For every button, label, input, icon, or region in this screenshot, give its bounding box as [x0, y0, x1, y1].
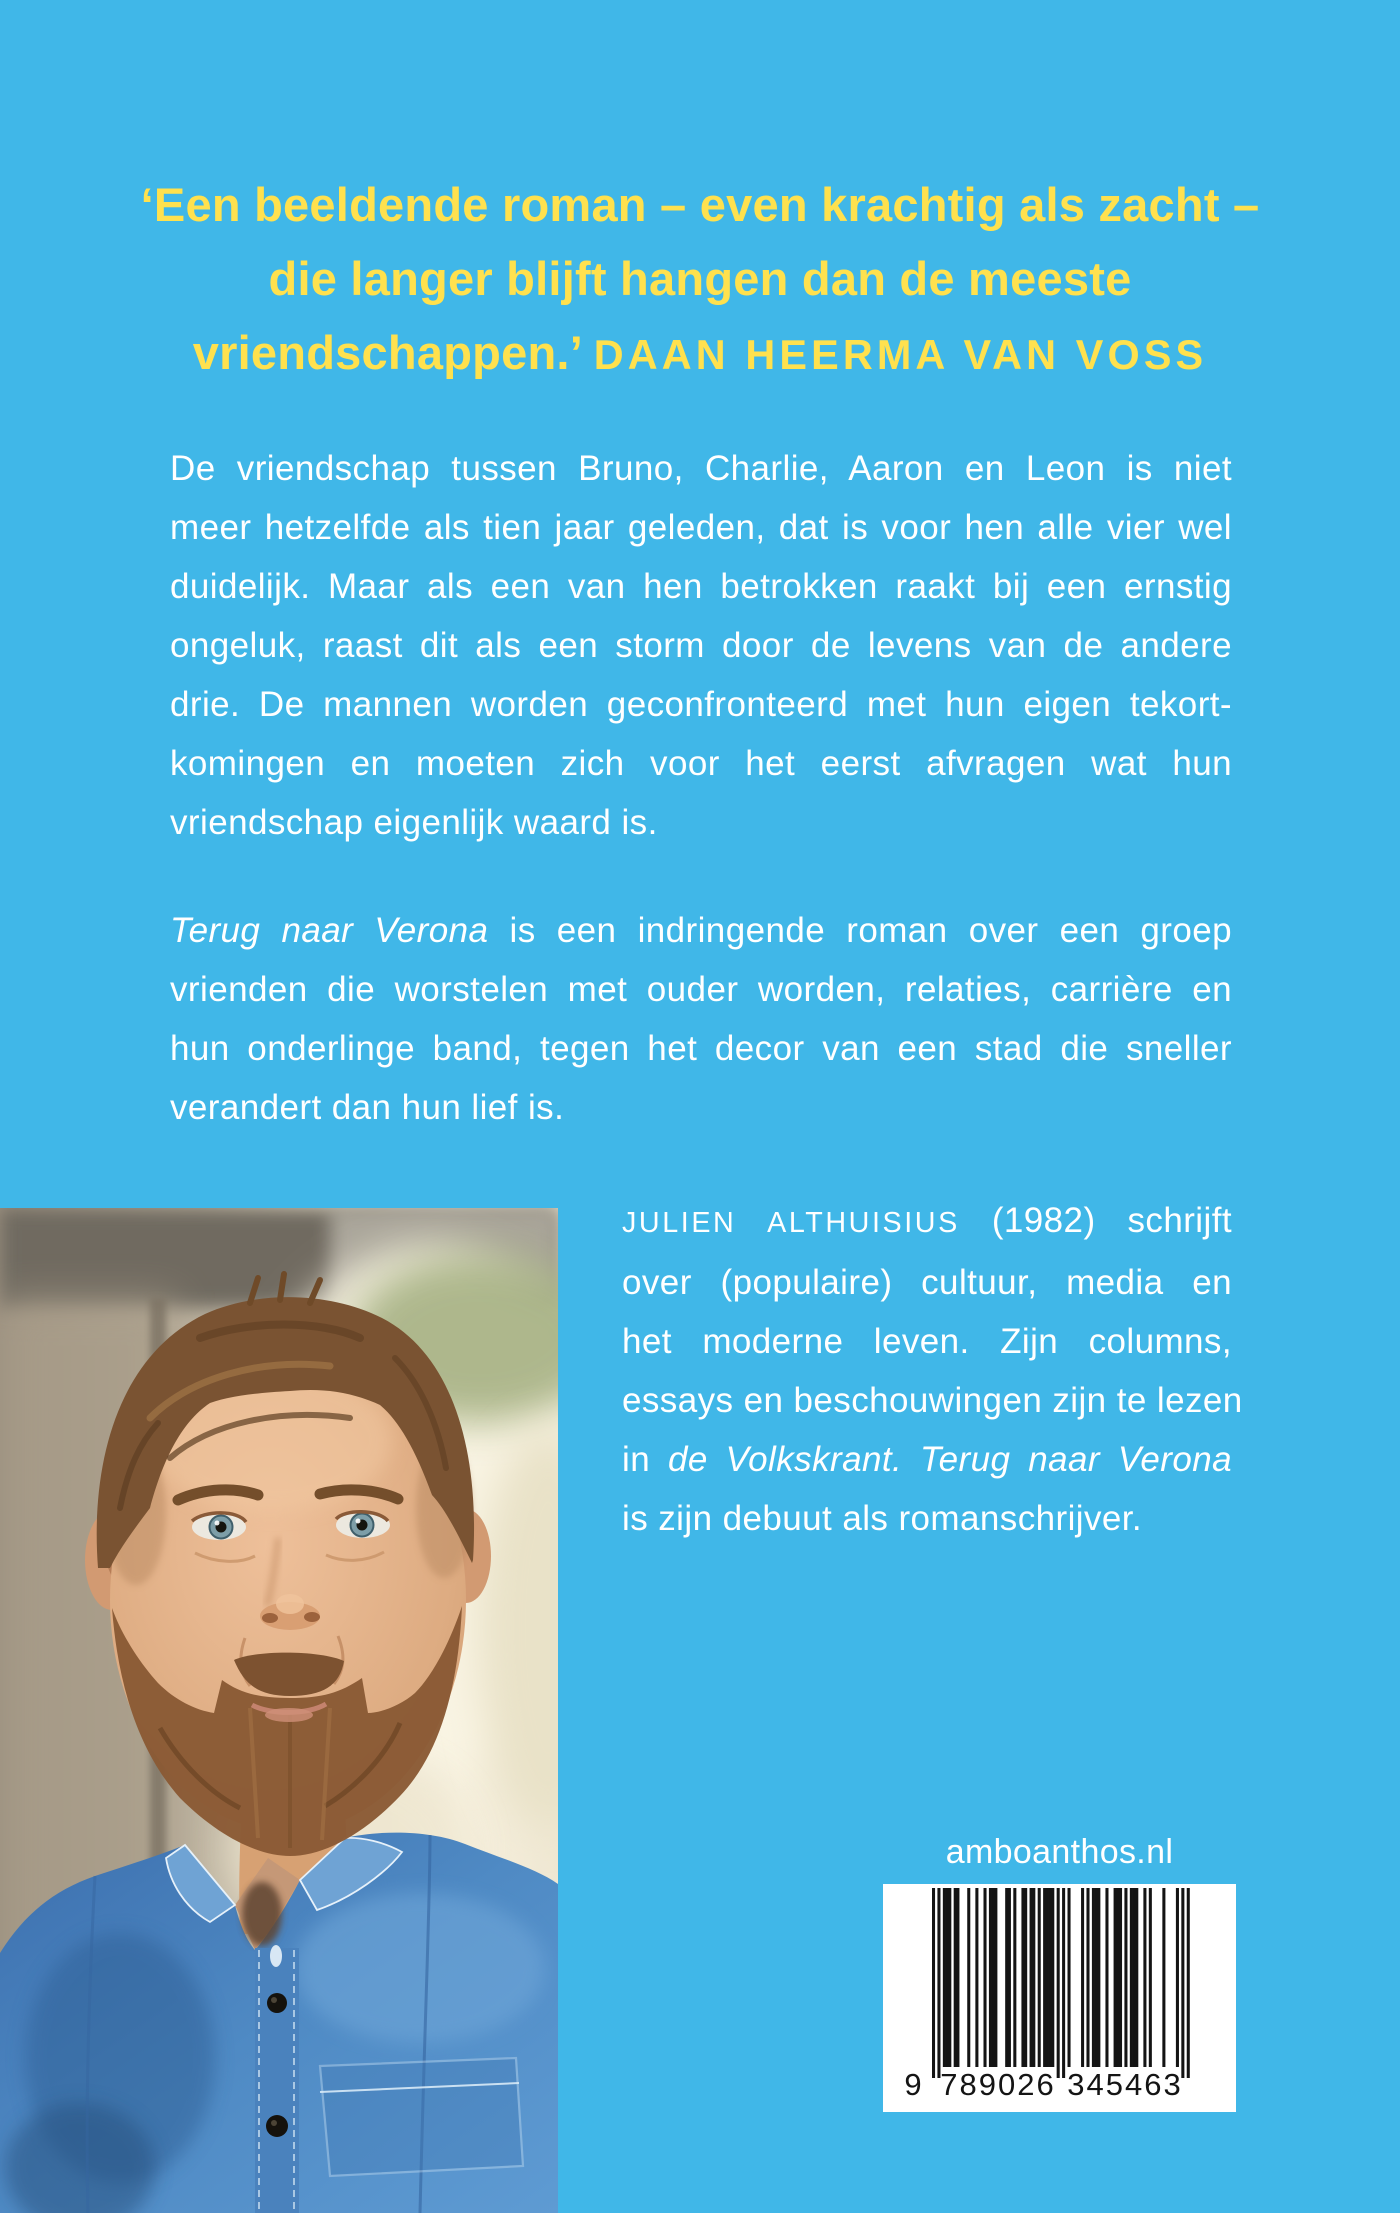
text-line	[622, 1430, 1232, 1489]
text-line	[170, 675, 1232, 734]
text-segment: meer hetzelfde als tien jaar geleden, dat is voor hen alle vier wel	[170, 508, 1232, 547]
text-segment: over (populaire) cultuur, media en	[622, 1263, 1232, 1302]
text-line	[622, 1191, 1232, 1253]
about-book-paragraph	[170, 901, 1232, 1137]
text-segment: is een indringende roman over een groep	[488, 911, 1232, 950]
barcode-digit-group: 9	[904, 2067, 924, 2102]
text-segment: in	[622, 1440, 668, 1479]
text-line	[60, 316, 1340, 392]
text-segment: essays en beschouwingen zijn te lezen	[622, 1381, 1243, 1420]
text-segment: drie. De mannen worden geconfronteerd met hun eigen tekort-	[170, 685, 1232, 724]
text-line	[170, 439, 1232, 498]
text-line	[622, 1371, 1243, 1430]
text-segment: vrienden die worstelen met ouder worden, relaties, carrière en	[170, 970, 1232, 1009]
barcode	[883, 1884, 1236, 2112]
text-line	[170, 1019, 1232, 1078]
text-line	[170, 960, 1232, 1019]
text-segment: Terug naar Verona	[170, 911, 489, 950]
author-photo	[0, 1208, 558, 2213]
denim-jacket	[0, 1833, 558, 2213]
text-segment: De vriendschap tussen Bruno, Charlie, Aaron en Leon is niet	[170, 449, 1232, 488]
publisher-website: amboanthos.nl	[945, 1833, 1174, 1871]
text-line	[622, 1489, 1232, 1548]
text-segment: JULIEN ALTHUISIUS	[622, 1207, 960, 1239]
text-line	[170, 616, 1232, 675]
barcode-digit-group: 345463	[1067, 2067, 1183, 2102]
author-bio	[622, 1191, 1243, 1548]
text-segment: ongeluk, raast dit als een storm door de levens van de andere	[170, 626, 1232, 665]
text-line	[170, 734, 1232, 793]
text-line	[170, 1078, 1232, 1137]
text-line	[170, 498, 1232, 557]
review-quote	[60, 168, 1340, 392]
text-line	[622, 1312, 1232, 1371]
text-segment: is zijn debuut als romanschrijver.	[622, 1499, 1143, 1538]
text-segment: DAAN HEERMA VAN VOSS	[593, 332, 1208, 378]
text-segment: die langer blijft hangen dan de meeste	[268, 252, 1132, 305]
text-segment: (1982) schrijft	[959, 1201, 1232, 1240]
text-line	[170, 557, 1232, 616]
text-segment: vriendschap eigenlijk waard is.	[170, 803, 658, 842]
text-segment: het moderne leven. Zijn columns,	[622, 1322, 1232, 1361]
text-line	[60, 242, 1340, 316]
synopsis-paragraph	[170, 439, 1232, 852]
text-segment: ‘Een beeldende roman – even krachtig als zacht –	[140, 178, 1260, 231]
author-photo-illustration	[0, 1208, 558, 2213]
text-segment: hun onderlinge band, tegen het decor van een stad die sneller	[170, 1029, 1232, 1068]
text-segment: duidelijk. Maar als een van hen betrokken raakt bij een ernstig	[170, 567, 1232, 606]
barcode-digit-group: 789026	[940, 2067, 1056, 2102]
text-segment: verandert dan hun lief is.	[170, 1088, 565, 1127]
text-line	[170, 793, 1232, 852]
text-line	[622, 1253, 1232, 1312]
text-segment: de Volkskrant. Terug naar Verona	[668, 1440, 1232, 1479]
text-line	[170, 901, 1232, 960]
text-line	[60, 168, 1340, 242]
text-segment: vriendschappen.’	[192, 326, 594, 379]
text-segment: komingen en moeten zich voor het eerst afvragen wat hun	[170, 744, 1232, 783]
